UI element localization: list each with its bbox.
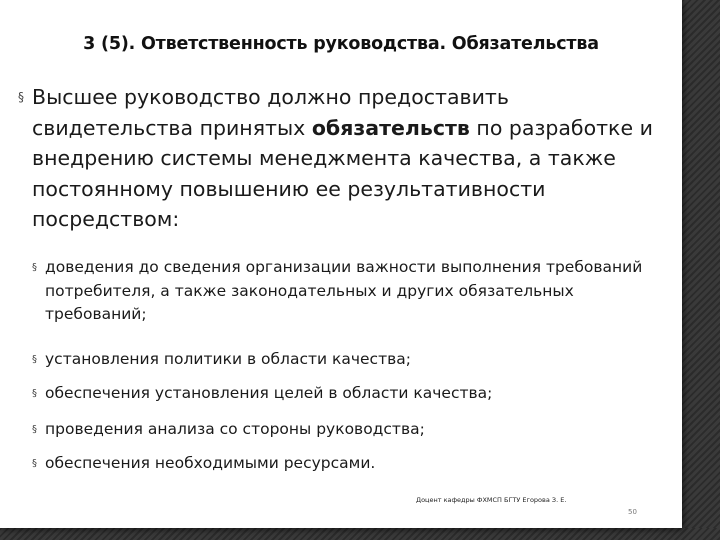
bullet-marker: § xyxy=(18,90,24,104)
slide-footer: Доцент кафедры ФХМСП БГТУ Егорова З. Е. xyxy=(416,496,567,504)
bullet-marker: § xyxy=(32,262,37,273)
bullet-marker: § xyxy=(32,388,37,399)
sub-bullet-text: обеспечения установления целей в области качества; xyxy=(45,384,493,402)
decorative-border-right xyxy=(682,0,720,540)
bullet-marker: § xyxy=(32,458,37,469)
page-number: 50 xyxy=(628,508,637,516)
bullet-marker: § xyxy=(32,354,37,365)
sub-bullet-text: доведения до сведения организации важности выполнения требований потребителя, а также законодательных и других обязательных требований; xyxy=(45,258,643,323)
main-bullet-bold-term: обязательств xyxy=(311,115,470,140)
main-bullet-text-part1: Высшее руководство должно предоставить свидетельства принятых xyxy=(32,85,509,140)
bullet-marker: § xyxy=(32,424,37,435)
main-bullet xyxy=(18,82,668,235)
slide-title: 3 (5). Ответственность руководства. Обязательства xyxy=(83,34,599,54)
main-bullet-text-part2: по разработке и внедрению системы менеджмента качества, а также постоянному повышению ее результативности посредством: xyxy=(32,115,653,231)
sub-bullet-text: установления политики в области качества; xyxy=(45,350,411,368)
sub-bullet xyxy=(32,348,677,372)
sub-bullet-text: проведения анализа со стороны руководства; xyxy=(45,420,425,438)
main-bullet-text xyxy=(18,82,668,235)
sub-bullet xyxy=(32,418,677,442)
sub-bullet xyxy=(32,452,677,476)
sub-bullet xyxy=(32,382,677,406)
sub-bullet-text: обеспечения необходимыми ресурсами. xyxy=(45,454,376,472)
sub-bullet xyxy=(32,256,677,327)
decorative-border-bottom xyxy=(0,528,720,540)
